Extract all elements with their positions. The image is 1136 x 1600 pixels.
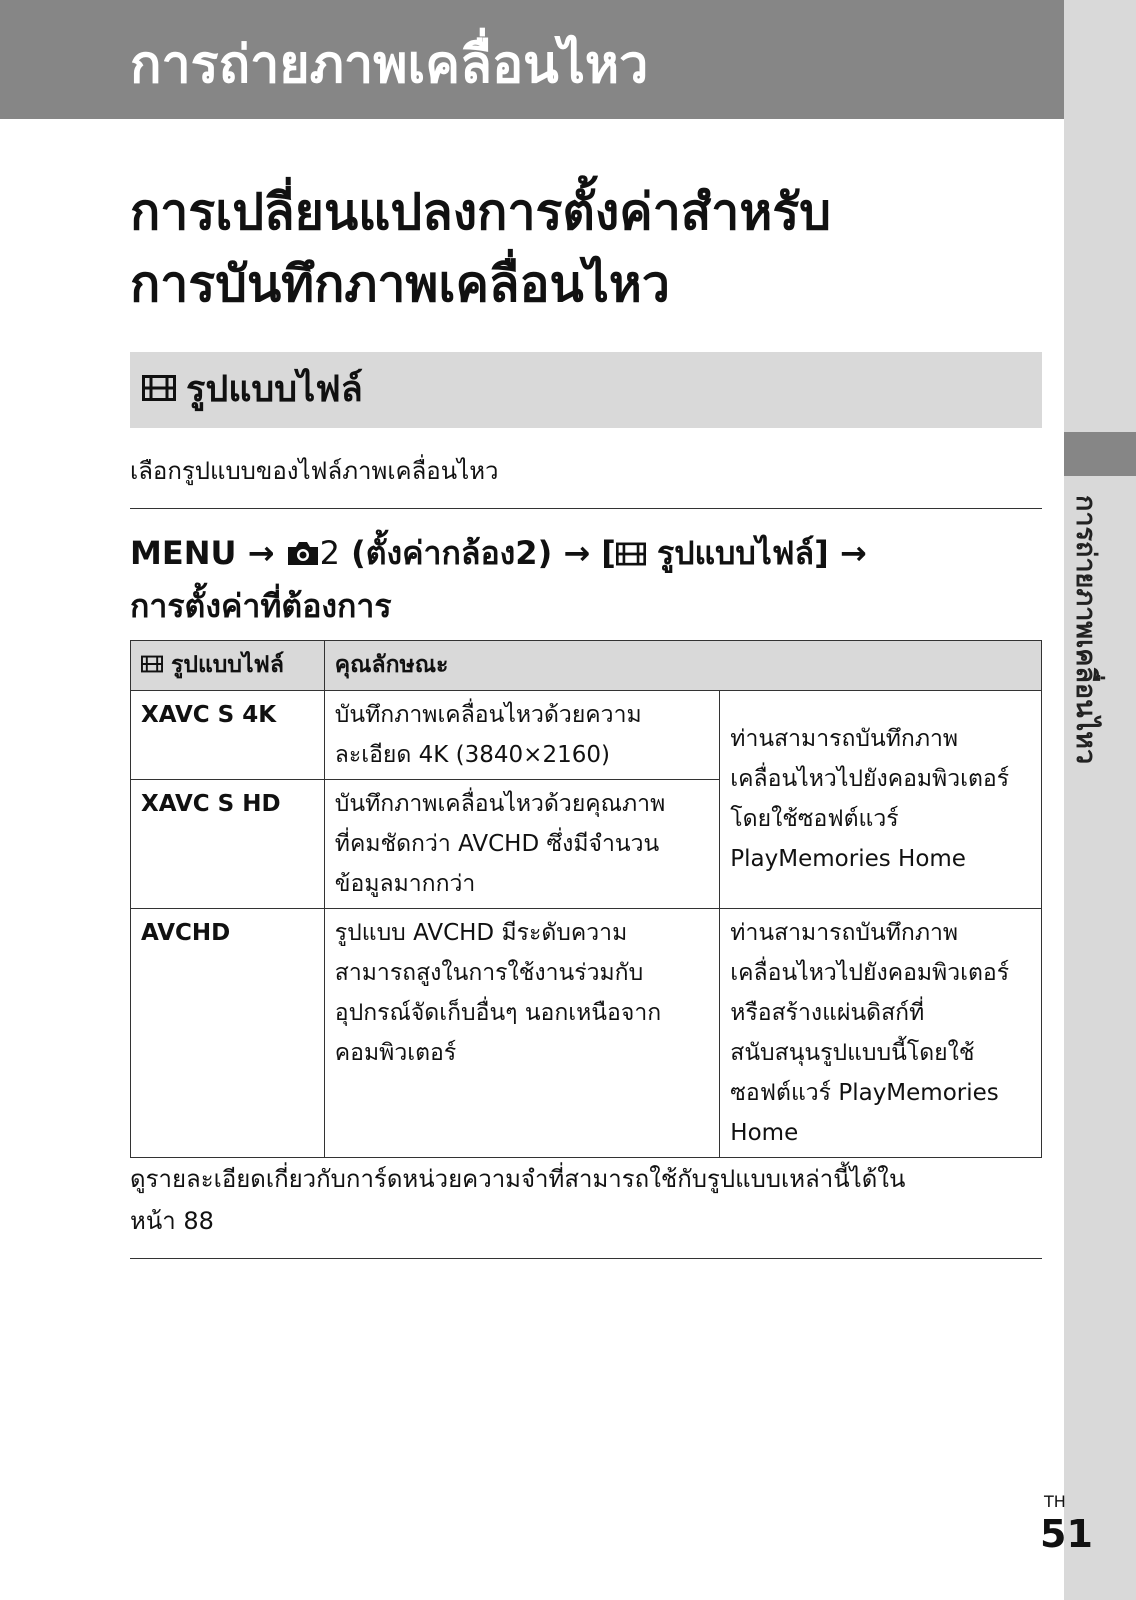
bracket-open: [ bbox=[601, 534, 616, 572]
table-row bbox=[131, 908, 1042, 1157]
note-line: ท่านสามารถบันทึกภาพ bbox=[730, 726, 959, 752]
section-intro: เลือกรูปแบบของไฟล์ภาพเคลื่อนไหว bbox=[130, 457, 499, 485]
note-line: โดยใช้ซอฟต์แวร์ bbox=[730, 806, 899, 832]
note-line: ท่านสามารถบันทึกภาพ bbox=[730, 919, 959, 946]
page-title-line1: การเปลี่ยนแปลงการตั้งค่าสำหรับ bbox=[130, 183, 831, 241]
menu-label: MENU bbox=[130, 534, 237, 572]
movie-film-icon bbox=[142, 370, 176, 410]
footer-note bbox=[130, 1158, 1042, 1242]
page-number: 51 bbox=[1040, 1512, 1093, 1556]
page-title-line2: การบันทึกภาพเคลื่อนไหว bbox=[130, 255, 670, 313]
menu-path-line1 bbox=[130, 528, 1042, 581]
note-line: ซอฟต์แวร์ PlayMemories bbox=[730, 1079, 999, 1106]
description-line: ที่คมชัดกว่า AVCHD ซึ่งมีจำนวน bbox=[334, 830, 660, 857]
section-title-text: รูปแบบไฟล์ bbox=[186, 369, 363, 410]
section-header-bar bbox=[130, 352, 1042, 428]
note-line: เคลื่อนไหวไปยังคอมพิวเตอร์ bbox=[730, 766, 1010, 792]
section-title bbox=[142, 370, 363, 410]
header-file-format bbox=[131, 641, 325, 691]
note-line: เคลื่อนไหวไปยังคอมพิวเตอร์ bbox=[730, 959, 1010, 986]
bracket-close: ] bbox=[814, 534, 829, 572]
table-header-row bbox=[131, 641, 1042, 691]
note-cell-avchd bbox=[720, 908, 1042, 1157]
description-line: ละเอียด 4K (3840×2160) bbox=[334, 741, 610, 768]
note-cell-xavc bbox=[720, 690, 1042, 908]
menu-item-label: รูปแบบไฟล์ bbox=[657, 534, 815, 572]
camera-settings-label: (ตั้งค่ากล้อง2) bbox=[351, 534, 553, 572]
file-format-table bbox=[130, 640, 1042, 1158]
format-cell: XAVC S HD bbox=[131, 779, 325, 908]
movie-film-icon bbox=[141, 646, 163, 686]
note-line: PlayMemories Home bbox=[730, 846, 966, 872]
format-cell: XAVC S 4K bbox=[131, 690, 325, 779]
menu-path bbox=[130, 528, 1042, 631]
movie-film-icon bbox=[616, 530, 646, 580]
format-cell: AVCHD bbox=[131, 908, 325, 1157]
description-cell bbox=[324, 690, 720, 779]
arrow-icon: → bbox=[563, 534, 591, 572]
footer-note-line2: หน้า 88 bbox=[130, 1207, 214, 1235]
divider-rule bbox=[130, 508, 1042, 509]
table-row bbox=[131, 690, 1042, 779]
description-line: บันทึกภาพเคลื่อนไหวด้วยคุณภาพ bbox=[334, 790, 666, 817]
side-tab-label: การถ่ายภาพเคลื่อนไหว bbox=[1070, 495, 1101, 765]
page-language-code: TH bbox=[1044, 1492, 1066, 1511]
camera-settings-number: 2 bbox=[319, 534, 340, 572]
description-line: อุปกรณ์จัดเก็บอื่นๆ นอกเหนือจาก bbox=[334, 999, 662, 1026]
description-line: ข้อมูลมากกว่า bbox=[334, 870, 476, 897]
note-line: สนับสนุนรูปแบบนี้โดยใช้ bbox=[730, 1039, 975, 1066]
description-line: สามารถสูงในการใช้งานร่วมกับ bbox=[334, 959, 644, 986]
divider-rule bbox=[130, 1258, 1042, 1259]
page-title bbox=[130, 176, 1040, 320]
description-cell bbox=[324, 908, 720, 1157]
note-line: Home bbox=[730, 1119, 799, 1146]
note-line: หรือสร้างแผ่นดิสก์ที่ bbox=[730, 999, 925, 1026]
description-line: คอมพิวเตอร์ bbox=[334, 1039, 457, 1066]
header-file-format-label: รูปแบบไฟล์ bbox=[171, 652, 284, 678]
side-tab-marker bbox=[1064, 432, 1136, 476]
description-line: รูปแบบ AVCHD มีระดับความ bbox=[334, 919, 628, 946]
description-line: บันทึกภาพเคลื่อนไหวด้วยความ bbox=[334, 701, 642, 728]
footer-note-line1: ดูรายละเอียดเกี่ยวกับการ์ดหน่วยความจำที่สามารถใช้กับรูปแบบเหล่านี้ได้ใน bbox=[130, 1165, 906, 1193]
menu-path-line2: การตั้งค่าที่ต้องการ bbox=[130, 587, 392, 625]
chapter-header-title: การถ่ายภาพเคลื่อนไหว bbox=[130, 35, 649, 95]
arrow-icon: → bbox=[839, 534, 867, 572]
camera-icon bbox=[286, 531, 320, 581]
header-features: คุณลักษณะ bbox=[324, 641, 1041, 691]
description-cell bbox=[324, 779, 720, 908]
side-index-strip bbox=[1064, 0, 1136, 1600]
arrow-icon: → bbox=[247, 534, 275, 572]
